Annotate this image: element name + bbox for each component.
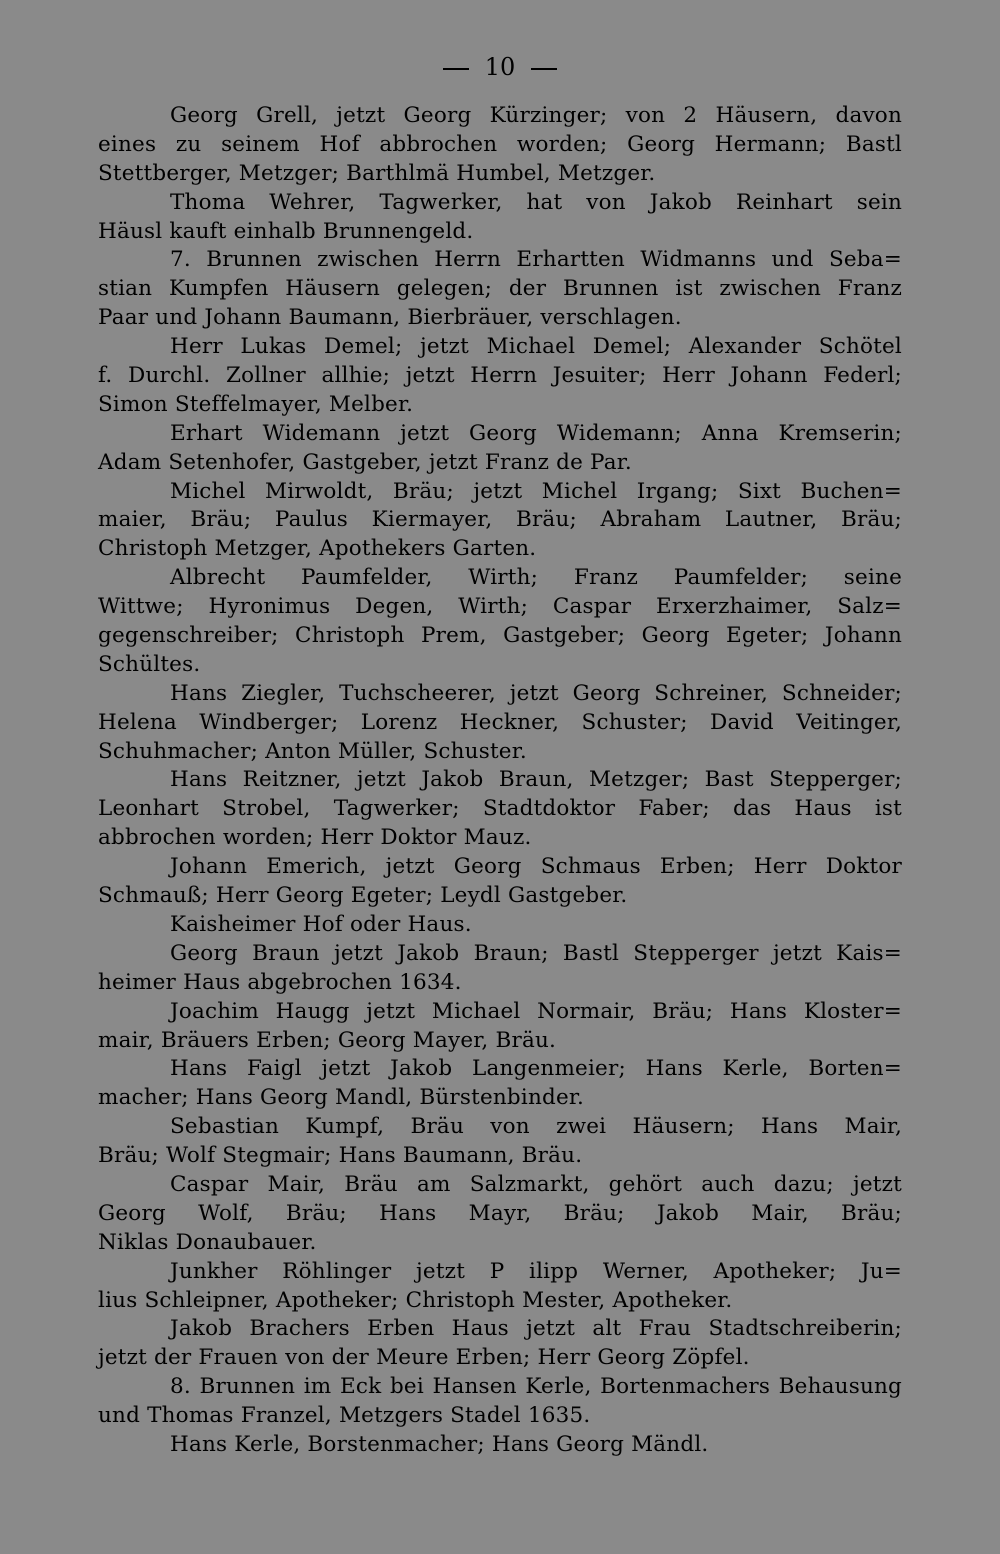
text-line: Wittwe; Hyronimus Degen, Wirth; Caspar Erxerzhaimer, Salz= [98,594,902,620]
text-line: maier, Bräu; Paulus Kiermayer, Bräu; Abraham Lautner, Bräu; [98,507,902,533]
text-line: macher; Hans Georg Mandl, Bürstenbinder. [98,1085,585,1111]
text-line: Hans Reitzner, jetzt Jakob Braun, Metzger; Bast Stepperger; [170,767,902,793]
dash-left-rule [443,68,469,70]
text-line: Caspar Mair, Bräu am Salzmarkt, gehört auch dazu; jetzt [170,1171,902,1197]
text-line: Hans Faigl jetzt Jakob Langenmeier; Hans Kerle, Borten= [170,1056,902,1082]
text-line: 7. Brunnen zwischen Herrn Erhartten Widmanns und Seba= [170,247,902,273]
text-line: abbrochen worden; Herr Doktor Mauz. [98,825,532,851]
body-text [98,102,902,1460]
text-line: Simon Steffelmayer, Melber. [98,391,414,417]
text-line: Hans Kerle, Borstenmacher; Hans Georg Mändl. [170,1431,709,1457]
text-line: Paar und Johann Baumann, Bierbräuer, verschlagen. [98,305,682,331]
text-line: Georg Wolf, Bräu; Hans Mayr, Bräu; Jakob Mair, Bräu; [98,1200,902,1226]
text-line: Thoma Wehrer, Tagwerker, hat von Jakob Reinhart sein [170,189,902,215]
text-line: stian Kumpfen Häusern gelegen; der Brunnen ist zwischen Franz [98,276,902,302]
text-line: jetzt der Frauen von der Meure Erben; Herr Georg Zöpfel. [98,1345,750,1371]
dash-right-rule [531,68,557,70]
text-line: Johann Emerich, jetzt Georg Schmaus Erben; Herr Doktor [170,854,902,880]
text-line: Georg Grell, jetzt Georg Kürzinger; von 2 Häusern, davon [170,103,902,128]
text-line: Jakob Brachers Erben Haus jetzt alt Frau Stadtschreiberin; [170,1316,902,1342]
text-line: 8. Brunnen im Eck bei Hansen Kerle, Bortenmachers Behausung [170,1374,902,1400]
text-line: Hans Ziegler, Tuchscheerer, jetzt Georg Schreiner, Schneider; [170,680,902,706]
text-line: Leonhart Strobel, Tagwerker; Stadtdoktor Faber; das Haus ist [98,796,902,822]
text-line: Christoph Metzger, Apothekers Garten. [98,536,537,562]
text-line: Michel Mirwoldt, Bräu; jetzt Michel Irgang; Sixt Buchen= [170,478,902,504]
text-line: Häusl kauft einhalb Brunnengeld. [98,218,474,244]
text-line: Schmauß; Herr Georg Egeter; Leydl Gastgeber. [98,883,628,909]
text-line: heimer Haus abgebrochen 1634. [98,969,462,995]
text-line: Schültes. [98,651,201,677]
text-line: Erhart Widemann jetzt Georg Widemann; Anna Kremserin; [170,420,902,446]
text-line: eines zu seinem Hof abbrochen worden; Georg Hermann; Bastl [98,131,902,157]
text-line: f. Durchl. Zollner allhie; jetzt Herrn Jesuiter; Herr Johann Federl; [98,363,902,389]
text-line: lius Schleipner, Apotheker; Christoph Mester, Apotheker. [98,1287,733,1313]
text-line: Kaisheimer Hof oder Haus. [170,911,472,937]
page-number-header [98,52,902,82]
text-line: gegenschreiber; Christoph Prem, Gastgeber; Georg Egeter; Johann [98,623,902,649]
text-line: Albrecht Paumfelder, Wirth; Franz Paumfelder; seine [170,565,902,591]
text-line: Herr Lukas Demel; jetzt Michael Demel; Alexander Schötel [170,334,902,360]
text-line: Joachim Haugg jetzt Michael Normair, Bräu; Hans Kloster= [170,998,902,1024]
text-line: Schuhmacher; Anton Müller, Schuster. [98,738,527,764]
text-line: mair, Bräuers Erben; Georg Mayer, Bräu. [98,1027,557,1053]
text-line: Bräu; Wolf Stegmair; Hans Baumann, Bräu. [98,1143,583,1169]
text-line: Georg Braun jetzt Jakob Braun; Bastl Stepperger jetzt Kais= [170,940,902,966]
text-line: und Thomas Franzel, Metzgers Stadel 1635. [98,1403,591,1429]
text-line: Stettberger, Metzger; Barthlmä Humbel, Metzger. [98,160,656,186]
text-line: Niklas Donaubauer. [98,1229,317,1255]
text-line: Junkher Röhlinger jetzt P ilipp Werner, Apotheker; Ju= [170,1258,902,1284]
text-line: Adam Setenhofer, Gastgeber, jetzt Franz de Par. [98,449,632,475]
text-line: Sebastian Kumpf, Bräu von zwei Häusern; Hans Mair, [170,1114,902,1140]
page-number: 10 [484,53,516,81]
text-line: Helena Windberger; Lorenz Heckner, Schuster; David Veitinger, [98,709,902,735]
